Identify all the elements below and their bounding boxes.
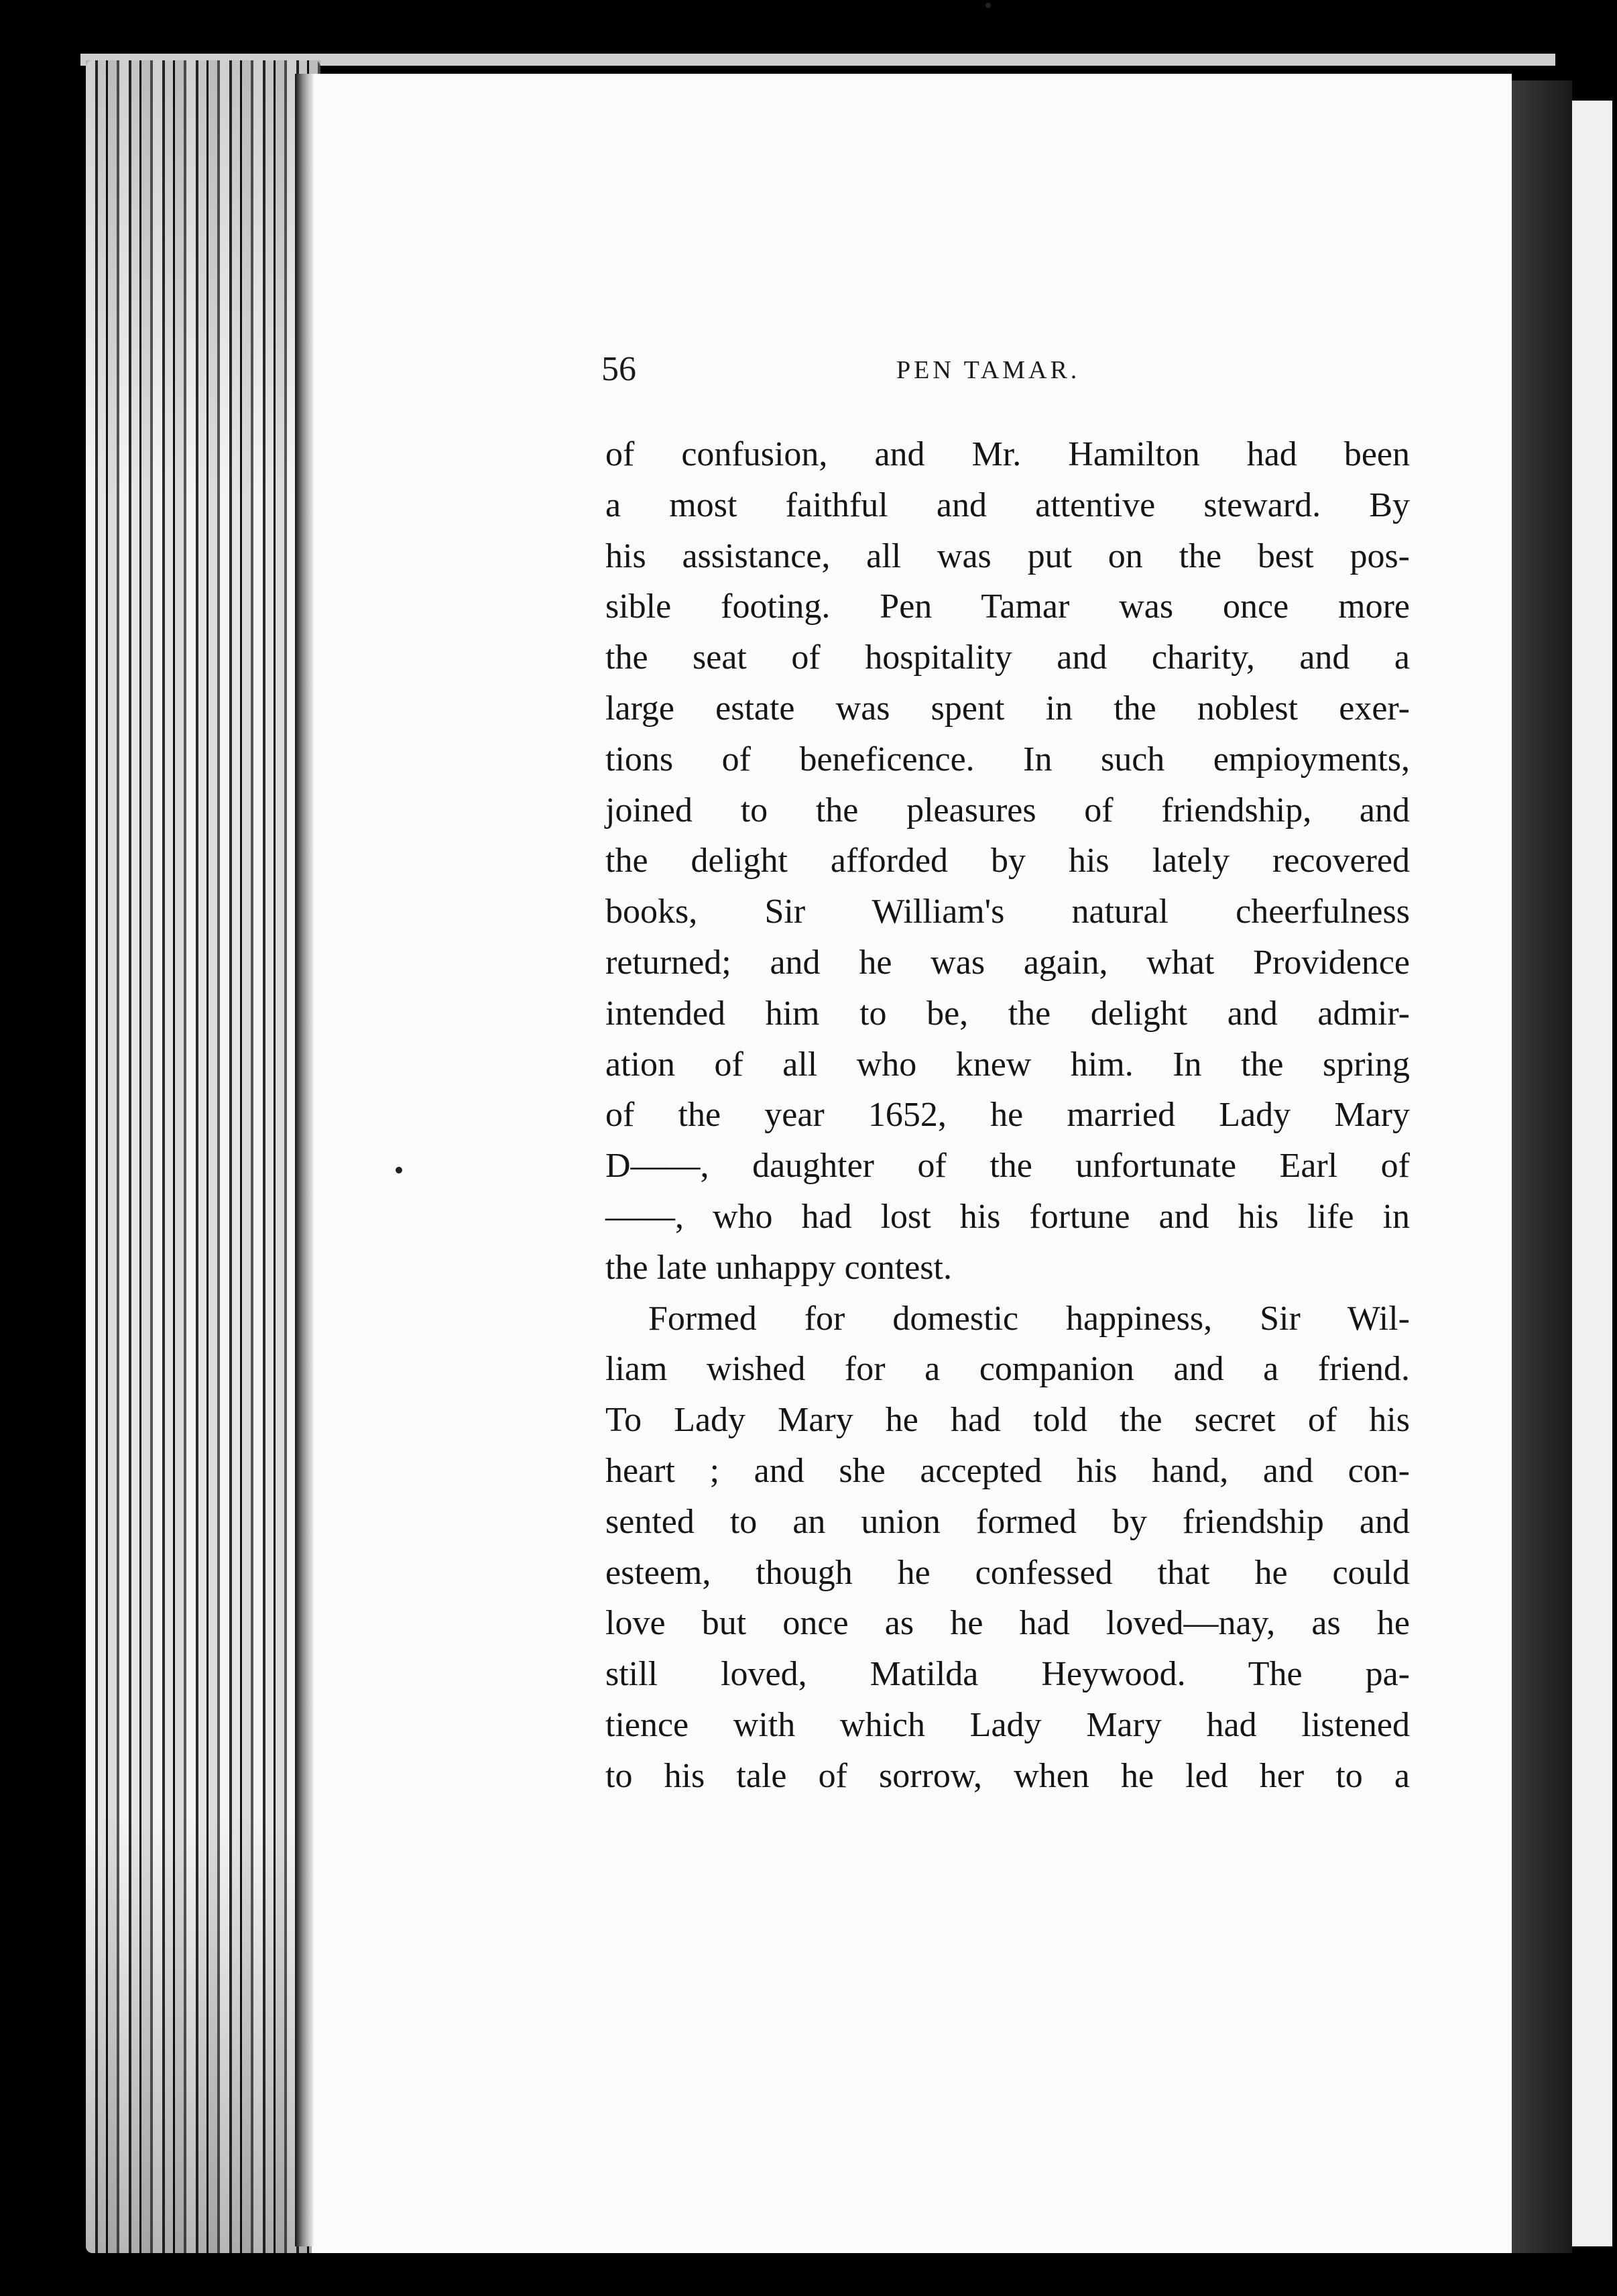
- text-line: sible footing. Pen Tamar was once more: [605, 587, 1410, 626]
- binding-gutter: [295, 74, 314, 2246]
- text-line: books, Sir William's natural cheerfulness: [605, 893, 1410, 931]
- text-line: tience with which Lady Mary had listened: [605, 1705, 1410, 1744]
- text-line: to his tale of sorrow, when he led her to a: [605, 1756, 1410, 1795]
- page-stack-shadow: [86, 60, 320, 2253]
- page-number: 56: [601, 350, 636, 388]
- text-line: esteem, though he confessed that he could: [605, 1553, 1410, 1592]
- text-line: the seat of hospitality and charity, and a: [605, 638, 1410, 677]
- text-line: ation of all who knew him. In the spring: [605, 1045, 1410, 1084]
- text-line: returned; and he was again, what Providence: [605, 943, 1410, 982]
- text-line: large estate was spent in the noblest exer-: [605, 689, 1410, 728]
- text-line: ——, who had lost his fortune and his life in: [605, 1197, 1410, 1236]
- text-line: To Lady Mary he had told the secret of his: [605, 1401, 1410, 1440]
- text-line: tions of beneficence. In such empioyments,: [605, 740, 1410, 779]
- text-line: of confusion, and Mr. Hamilton had been: [605, 435, 1410, 473]
- ink-speck: [985, 3, 991, 8]
- text-line: liam wished for a companion and a friend.: [605, 1350, 1410, 1389]
- text-line: love but once as he had loved—nay, as he: [605, 1604, 1410, 1643]
- text-line: heart ; and she accepted his hand, and con-: [605, 1451, 1410, 1490]
- running-head: [601, 346, 1406, 393]
- text-line: a most faithful and attentive steward. By: [605, 485, 1410, 524]
- text-line: intended him to be, the delight and admir-: [605, 994, 1410, 1033]
- text-line: joined to the pleasures of friendship, and: [605, 791, 1410, 829]
- ink-speck: [396, 1167, 402, 1173]
- text-line: of the year 1652, he married Lady Mary: [605, 1096, 1410, 1135]
- paragraph-2: [605, 1294, 1410, 1802]
- text-line: D——, daughter of the unfortunate Earl of: [605, 1147, 1410, 1186]
- text-line: his assistance, all was put on the best pos-: [605, 536, 1410, 575]
- paragraph-1: [605, 429, 1410, 1294]
- text-line: the late unhappy contest.: [605, 1248, 952, 1287]
- right-page-edge-shadow: [1512, 80, 1572, 2253]
- text-line: still loved, Matilda Heywood. The pa-: [605, 1655, 1410, 1694]
- body-text: [605, 429, 1410, 1802]
- text-line: the delight afforded by his lately recovered: [605, 842, 1410, 880]
- text-line: sented to an union formed by friendship and: [605, 1502, 1410, 1541]
- text-line: Formed for domestic happiness, Sir Wil-: [648, 1299, 1410, 1338]
- running-title: PEN TAMAR.: [896, 356, 1081, 384]
- next-page-edge: [1572, 101, 1612, 2246]
